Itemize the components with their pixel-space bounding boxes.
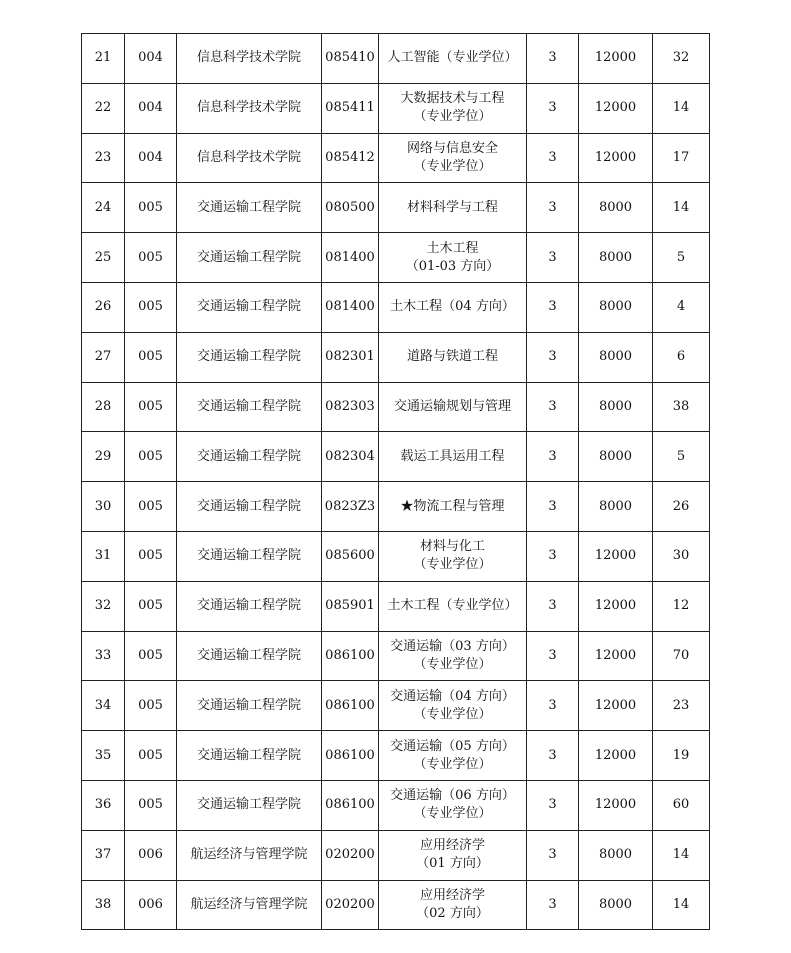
tuition-cell: 8000 (579, 432, 653, 482)
major-name-line: 道路与铁道工程 (406, 349, 498, 365)
major-name-cell (379, 133, 527, 183)
major-code-cell: 086100 (322, 731, 379, 781)
major-code-cell: 082303 (322, 382, 379, 432)
major-name-line: 材料与化工 (419, 539, 485, 555)
college-code-cell: 005 (125, 482, 177, 532)
college-name-cell: 交通运输工程学院 (177, 432, 322, 482)
college-code-cell: 005 (125, 282, 177, 332)
major-name-line: 土木工程 (426, 240, 479, 256)
major-name-cell (379, 233, 527, 283)
major-name-cell (379, 681, 527, 731)
table-row (82, 731, 710, 781)
college-name-cell: 信息科学技术学院 (177, 133, 322, 183)
enrollment-quota-cell: 23 (653, 681, 710, 731)
major-name-cell (379, 880, 527, 930)
college-code-cell: 005 (125, 581, 177, 631)
table-row (82, 531, 710, 581)
major-name-line: 载运工具运用工程 (400, 448, 505, 464)
college-code-cell: 005 (125, 631, 177, 681)
study-years-cell: 3 (527, 133, 579, 183)
enrollment-quota-cell: 12 (653, 581, 710, 631)
college-name-cell: 交通运输工程学院 (177, 233, 322, 283)
major-name-line: 应用经济学 (419, 887, 485, 903)
major-code-cell: 085410 (322, 34, 379, 84)
major-name-line: （01 方向） (416, 856, 489, 872)
major-name-line: 交通运输（03 方向） (390, 638, 515, 654)
college-code-cell: 006 (125, 830, 177, 880)
study-years-cell: 3 (527, 332, 579, 382)
college-code-cell: 005 (125, 432, 177, 482)
row-number-cell: 35 (82, 731, 125, 781)
row-number-cell: 32 (82, 581, 125, 631)
major-name-cell (379, 83, 527, 133)
college-code-cell: 005 (125, 183, 177, 233)
row-number-cell: 25 (82, 233, 125, 283)
tuition-cell: 12000 (579, 83, 653, 133)
major-name-cell (379, 780, 527, 830)
college-code-cell: 005 (125, 332, 177, 382)
tuition-cell: 8000 (579, 880, 653, 930)
enrollment-quota-cell: 30 (653, 531, 710, 581)
enrollment-quota-cell: 60 (653, 780, 710, 830)
study-years-cell: 3 (527, 233, 579, 283)
major-name-line: （专业学位） (413, 656, 492, 672)
major-name-line: 土木工程（专业学位） (387, 598, 518, 614)
table-row (82, 382, 710, 432)
college-code-cell: 004 (125, 34, 177, 84)
enrollment-quota-cell: 14 (653, 830, 710, 880)
table-row (82, 482, 710, 532)
major-name-line: 大数据技术与工程 (400, 91, 505, 107)
major-name-line: 网络与信息安全 (406, 140, 498, 156)
college-name-cell: 航运经济与管理学院 (177, 880, 322, 930)
enrollment-quota-cell: 19 (653, 731, 710, 781)
college-name-cell: 交通运输工程学院 (177, 282, 322, 332)
college-name-cell: 信息科学技术学院 (177, 83, 322, 133)
major-name-line: （02 方向） (416, 905, 489, 921)
major-code-cell: 086100 (322, 631, 379, 681)
major-name-line: （专业学位） (413, 806, 492, 822)
tuition-cell: 12000 (579, 581, 653, 631)
study-years-cell: 3 (527, 880, 579, 930)
major-name-cell (379, 482, 527, 532)
major-code-cell: 082304 (322, 432, 379, 482)
major-name-line: （专业学位） (413, 158, 492, 174)
major-code-cell: 085901 (322, 581, 379, 631)
admissions-table (81, 33, 710, 930)
tuition-cell: 8000 (579, 382, 653, 432)
tuition-cell: 8000 (579, 282, 653, 332)
college-name-cell: 交通运输工程学院 (177, 631, 322, 681)
study-years-cell: 3 (527, 631, 579, 681)
row-number-cell: 24 (82, 183, 125, 233)
enrollment-quota-cell: 32 (653, 34, 710, 84)
college-code-cell: 005 (125, 233, 177, 283)
study-years-cell: 3 (527, 34, 579, 84)
major-name-cell (379, 34, 527, 84)
major-name-line: ★物流工程与管理 (400, 498, 505, 514)
major-name-cell (379, 631, 527, 681)
enrollment-quota-cell: 14 (653, 83, 710, 133)
college-name-cell: 交通运输工程学院 (177, 731, 322, 781)
row-number-cell: 31 (82, 531, 125, 581)
table-row (82, 233, 710, 283)
college-code-cell: 005 (125, 531, 177, 581)
major-code-cell: 085600 (322, 531, 379, 581)
table-row (82, 581, 710, 631)
row-number-cell: 37 (82, 830, 125, 880)
row-number-cell: 23 (82, 133, 125, 183)
major-name-line: （专业学位） (413, 756, 492, 772)
tuition-cell: 8000 (579, 830, 653, 880)
college-code-cell: 005 (125, 731, 177, 781)
row-number-cell: 34 (82, 681, 125, 731)
college-code-cell: 005 (125, 382, 177, 432)
major-name-cell (379, 382, 527, 432)
enrollment-quota-cell: 6 (653, 332, 710, 382)
major-name-line: 土木工程（04 方向） (390, 299, 515, 315)
major-name-line: 交通运输（06 方向） (390, 788, 515, 804)
tuition-cell: 12000 (579, 34, 653, 84)
row-number-cell: 36 (82, 780, 125, 830)
table-row (82, 780, 710, 830)
major-code-cell: 085411 (322, 83, 379, 133)
study-years-cell: 3 (527, 482, 579, 532)
major-name-line: 交通运输（04 方向） (390, 688, 515, 704)
major-name-cell (379, 731, 527, 781)
table-row (82, 681, 710, 731)
college-name-cell: 信息科学技术学院 (177, 34, 322, 84)
major-code-cell: 086100 (322, 681, 379, 731)
major-name-line: 交通运输规划与管理 (393, 398, 511, 414)
major-code-cell: 020200 (322, 830, 379, 880)
major-name-cell (379, 830, 527, 880)
major-name-line: （专业学位） (413, 109, 492, 125)
row-number-cell: 21 (82, 34, 125, 84)
row-number-cell: 38 (82, 880, 125, 930)
study-years-cell: 3 (527, 681, 579, 731)
table-row (82, 432, 710, 482)
college-name-cell: 交通运输工程学院 (177, 332, 322, 382)
row-number-cell: 33 (82, 631, 125, 681)
row-number-cell: 29 (82, 432, 125, 482)
major-name-cell (379, 332, 527, 382)
study-years-cell: 3 (527, 432, 579, 482)
college-code-cell: 005 (125, 681, 177, 731)
major-name-line: （专业学位） (413, 706, 492, 722)
college-name-cell: 交通运输工程学院 (177, 780, 322, 830)
major-code-cell: 082301 (322, 332, 379, 382)
row-number-cell: 28 (82, 382, 125, 432)
tuition-cell: 8000 (579, 233, 653, 283)
table-row (82, 133, 710, 183)
enrollment-quota-cell: 70 (653, 631, 710, 681)
major-code-cell: 080500 (322, 183, 379, 233)
enrollment-quota-cell: 14 (653, 183, 710, 233)
major-code-cell: 081400 (322, 233, 379, 283)
tuition-cell: 12000 (579, 133, 653, 183)
college-name-cell: 交通运输工程学院 (177, 531, 322, 581)
study-years-cell: 3 (527, 183, 579, 233)
enrollment-quota-cell: 5 (653, 432, 710, 482)
college-name-cell: 交通运输工程学院 (177, 681, 322, 731)
tuition-cell: 12000 (579, 780, 653, 830)
tuition-cell: 8000 (579, 482, 653, 532)
table-row (82, 34, 710, 84)
enrollment-quota-cell: 17 (653, 133, 710, 183)
major-name-line: 人工智能（专业学位） (387, 50, 518, 66)
study-years-cell: 3 (527, 830, 579, 880)
college-name-cell: 交通运输工程学院 (177, 581, 322, 631)
college-code-cell: 005 (125, 780, 177, 830)
row-number-cell: 27 (82, 332, 125, 382)
tuition-cell: 12000 (579, 631, 653, 681)
major-name-line: 材料科学与工程 (406, 199, 498, 215)
enrollment-quota-cell: 26 (653, 482, 710, 532)
study-years-cell: 3 (527, 531, 579, 581)
major-name-cell (379, 183, 527, 233)
major-name-cell (379, 282, 527, 332)
table-row (82, 880, 710, 930)
tuition-cell: 12000 (579, 531, 653, 581)
college-code-cell: 004 (125, 133, 177, 183)
row-number-cell: 22 (82, 83, 125, 133)
study-years-cell: 3 (527, 731, 579, 781)
major-code-cell: 020200 (322, 880, 379, 930)
enrollment-quota-cell: 5 (653, 233, 710, 283)
major-name-cell (379, 581, 527, 631)
major-code-cell: 0823Z3 (322, 482, 379, 532)
study-years-cell: 3 (527, 780, 579, 830)
tuition-cell: 8000 (579, 332, 653, 382)
college-code-cell: 006 (125, 880, 177, 930)
study-years-cell: 3 (527, 282, 579, 332)
enrollment-quota-cell: 4 (653, 282, 710, 332)
major-code-cell: 085412 (322, 133, 379, 183)
table-row (82, 332, 710, 382)
table-body (82, 34, 710, 930)
table-row (82, 183, 710, 233)
table-row (82, 282, 710, 332)
college-code-cell: 004 (125, 83, 177, 133)
major-name-cell (379, 531, 527, 581)
study-years-cell: 3 (527, 382, 579, 432)
table-row (82, 830, 710, 880)
study-years-cell: 3 (527, 83, 579, 133)
study-years-cell: 3 (527, 581, 579, 631)
row-number-cell: 30 (82, 482, 125, 532)
major-code-cell: 081400 (322, 282, 379, 332)
major-name-line: 交通运输（05 方向） (390, 738, 515, 754)
major-name-cell (379, 432, 527, 482)
major-code-cell: 086100 (322, 780, 379, 830)
tuition-cell: 8000 (579, 183, 653, 233)
row-number-cell: 26 (82, 282, 125, 332)
enrollment-quota-cell: 38 (653, 382, 710, 432)
major-name-line: （01-03 方向） (405, 258, 500, 274)
college-name-cell: 航运经济与管理学院 (177, 830, 322, 880)
major-name-line: （专业学位） (413, 557, 492, 573)
college-name-cell: 交通运输工程学院 (177, 482, 322, 532)
tuition-cell: 12000 (579, 731, 653, 781)
table-row (82, 83, 710, 133)
table-row (82, 631, 710, 681)
enrollment-quota-cell: 14 (653, 880, 710, 930)
major-name-line: 应用经济学 (419, 838, 485, 854)
tuition-cell: 12000 (579, 681, 653, 731)
college-name-cell: 交通运输工程学院 (177, 382, 322, 432)
college-name-cell: 交通运输工程学院 (177, 183, 322, 233)
